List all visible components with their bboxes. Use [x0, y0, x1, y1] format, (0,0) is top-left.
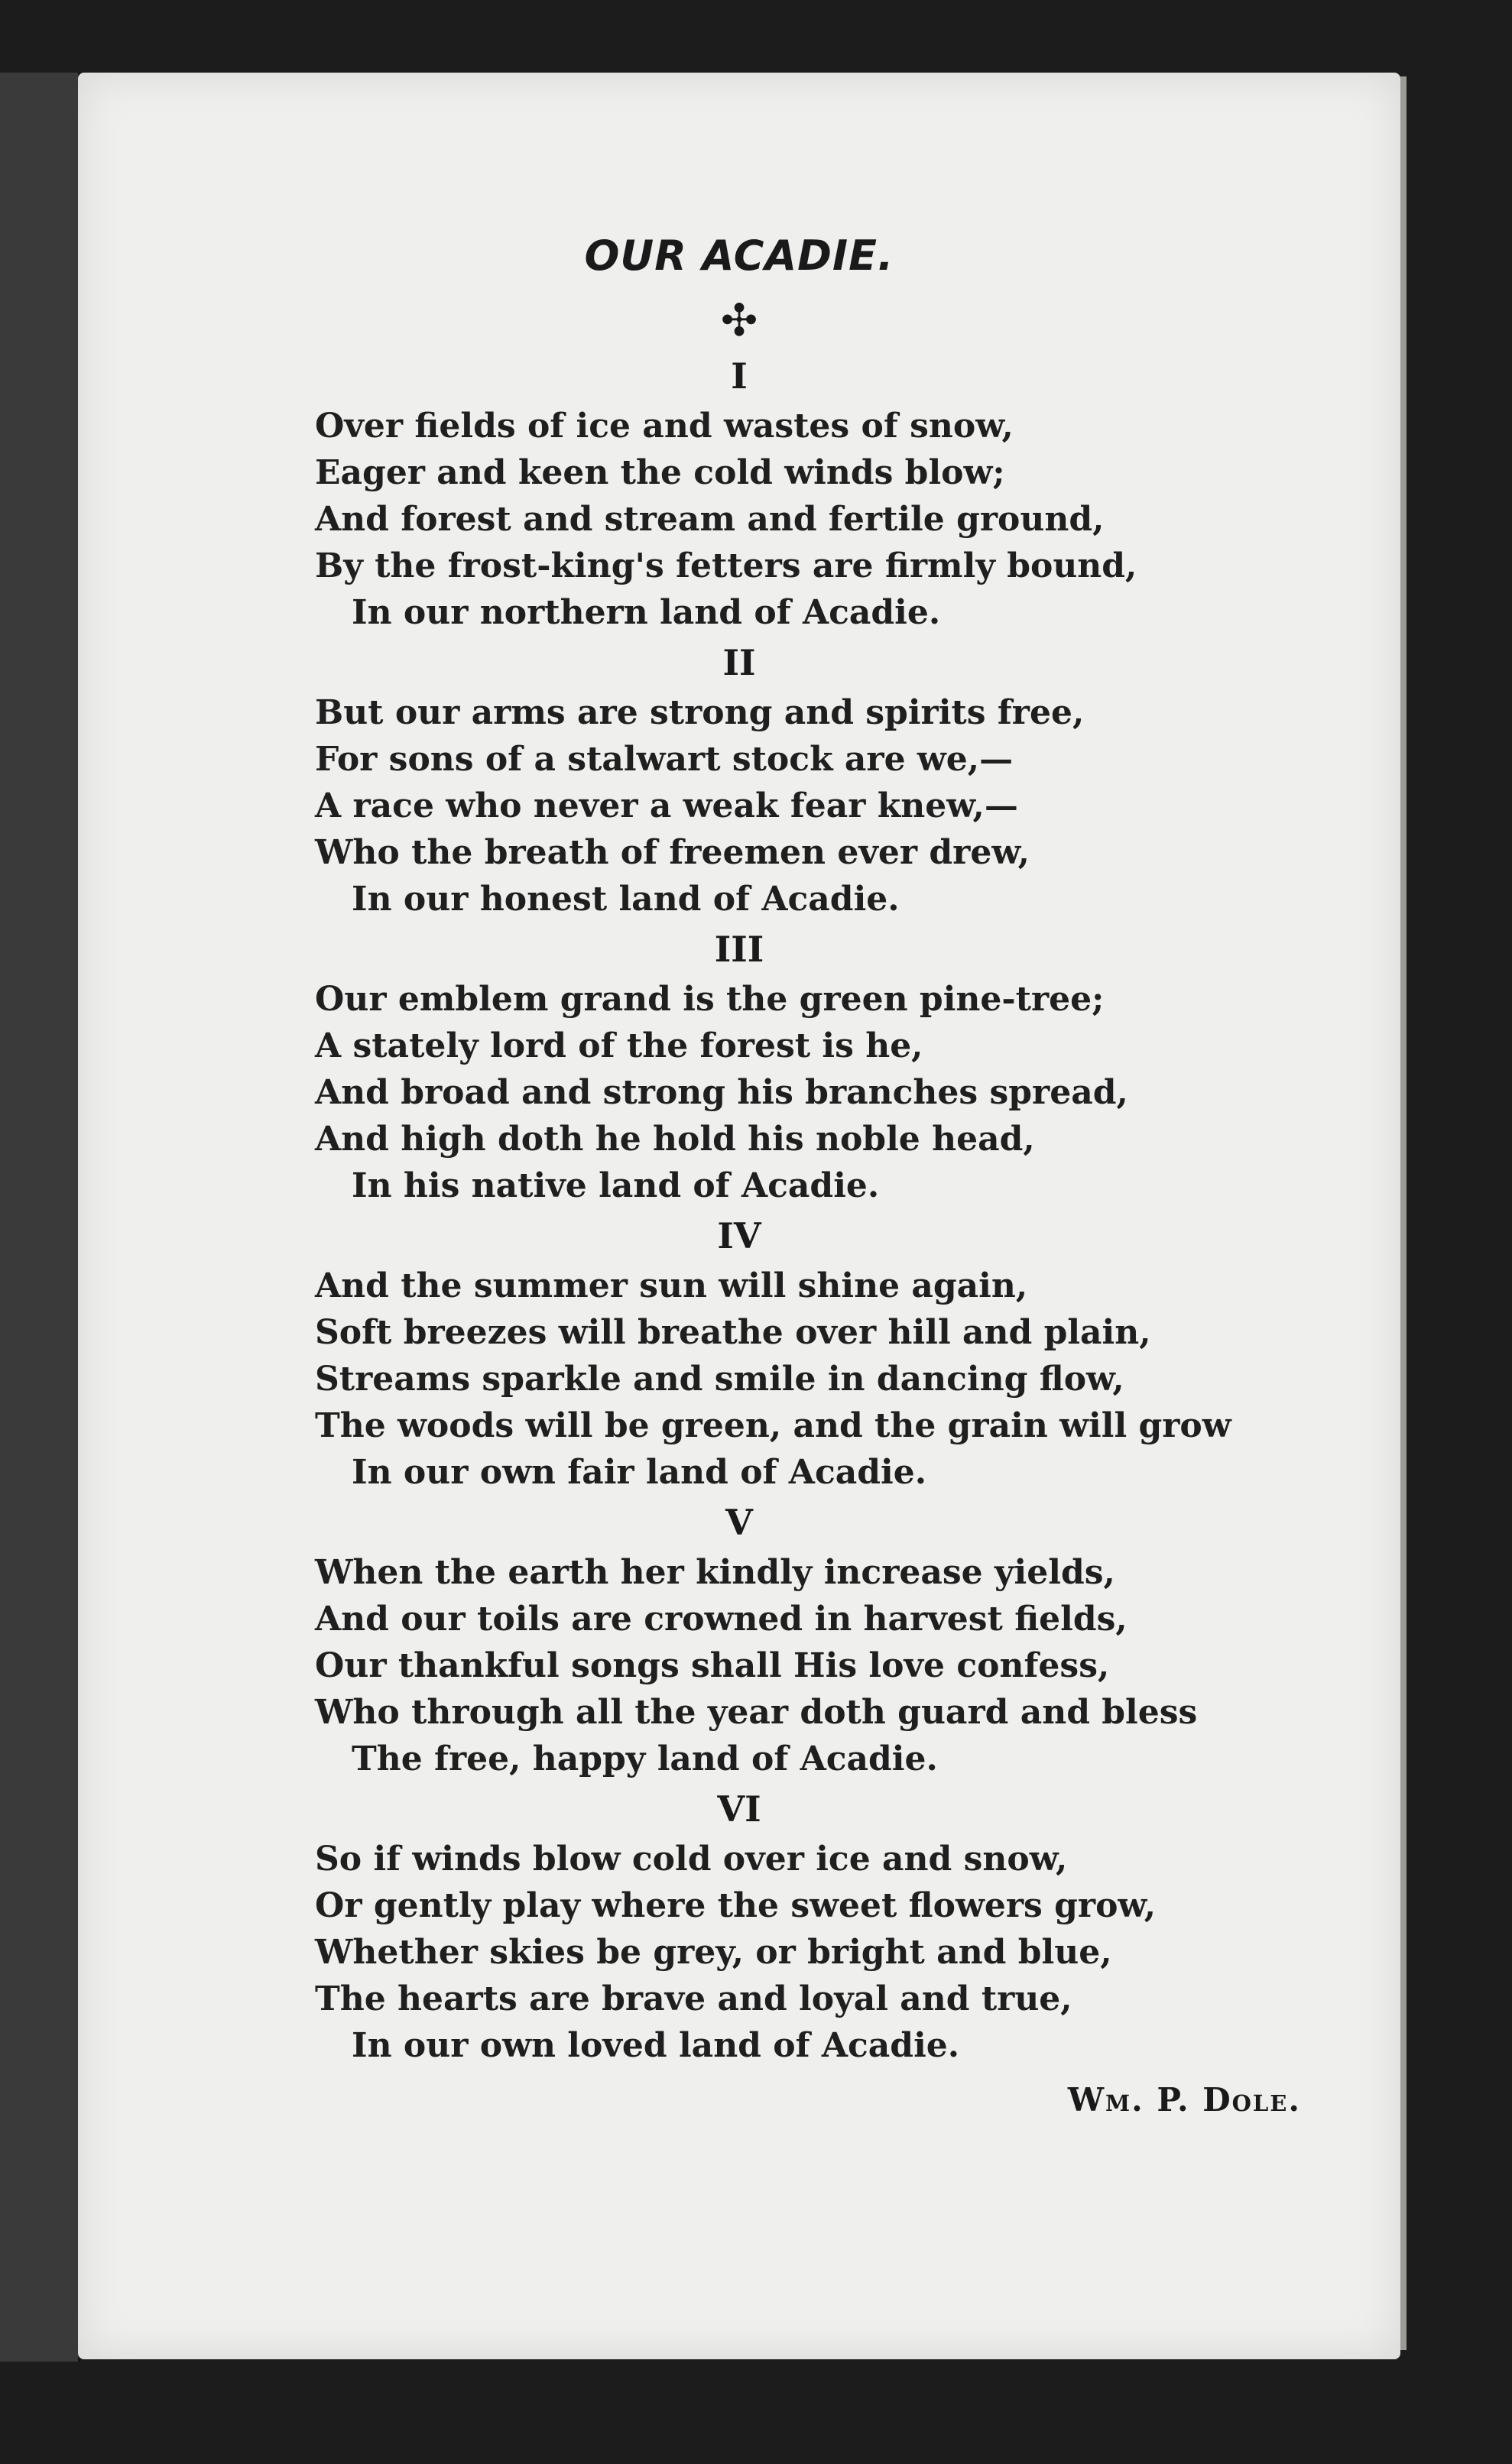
stanza-numeral: V — [725, 1502, 753, 1543]
poem-line: And high doth he hold his noble head, — [315, 1120, 1035, 1159]
poem-refrain-line: In his native land of Acadie. — [352, 1166, 880, 1205]
poem-refrain-line: In our honest land of Acadie. — [352, 880, 900, 919]
poem-line: The hearts are brave and loyal and true, — [315, 1979, 1072, 2018]
document-page — [78, 73, 1400, 2359]
poem-line: A race who never a weak fear knew,— — [315, 786, 1018, 825]
poem-body — [315, 349, 1370, 2069]
stanza-numeral: IV — [717, 1215, 761, 1256]
author-signature: Wm. P. Dole. — [1067, 2081, 1301, 2119]
stanza-numeral: I — [731, 355, 748, 397]
stanza-numeral: VI — [717, 1788, 761, 1830]
poem-line: Over fields of ice and wastes of snow, — [315, 407, 1014, 446]
poem-line: Whether skies be grey, or bright and blue, — [315, 1933, 1112, 1972]
poem-line: By the frost-king's fetters are firmly bound, — [315, 546, 1137, 585]
poem-title: OUR ACADIE. — [584, 232, 894, 280]
poem-line: Who through all the year doth guard and bless — [315, 1693, 1198, 1732]
poem-line: Eager and keen the cold winds blow; — [315, 453, 1005, 492]
poem-line: And the summer sun will shine again, — [315, 1266, 1028, 1305]
page-shadow-edge — [1400, 76, 1407, 2350]
poem-line: But our arms are strong and spirits free, — [315, 693, 1085, 732]
poem-line: Our thankful songs shall His love confess, — [315, 1646, 1110, 1685]
poem-line: And forest and stream and fertile ground, — [315, 500, 1105, 539]
poem-refrain-line: In our own loved land of Acadie. — [352, 2026, 960, 2065]
poem-line: When the earth her kindly increase yields, — [315, 1553, 1115, 1592]
poem-line: Soft breezes will breathe over hill and plain, — [315, 1313, 1151, 1352]
poem-line: Our emblem grand is the green pine-tree; — [315, 980, 1105, 1019]
poem-line: A stately lord of the forest is he, — [315, 1026, 923, 1065]
poem-line: And broad and strong his branches spread, — [315, 1073, 1128, 1112]
poem-line: For sons of a stalwart stock are we,— — [315, 740, 1014, 779]
poem-line: Streams sparkle and smile in dancing flow, — [315, 1360, 1124, 1399]
poem-refrain-line: The free, happy land of Acadie. — [352, 1739, 938, 1778]
poem-line: Or gently play where the sweet flowers grow, — [315, 1886, 1157, 1925]
poem-line: Who the breath of freemen ever drew, — [315, 833, 1030, 872]
poem-line: The woods will be green, and the grain will grow — [315, 1406, 1231, 1445]
poem-line: And our toils are crowned in harvest fields, — [315, 1600, 1128, 1639]
stanza-numeral: II — [722, 642, 756, 683]
poem-refrain-line: In our own fair land of Acadie. — [352, 1453, 927, 1492]
ornament-icon: ✣ — [720, 294, 758, 346]
book-cover-edge — [0, 73, 81, 2362]
stanza-numeral: III — [714, 929, 764, 970]
poem-refrain-line: In our northern land of Acadie. — [352, 593, 941, 632]
poem-line: So if winds blow cold over ice and snow, — [315, 1840, 1068, 1879]
